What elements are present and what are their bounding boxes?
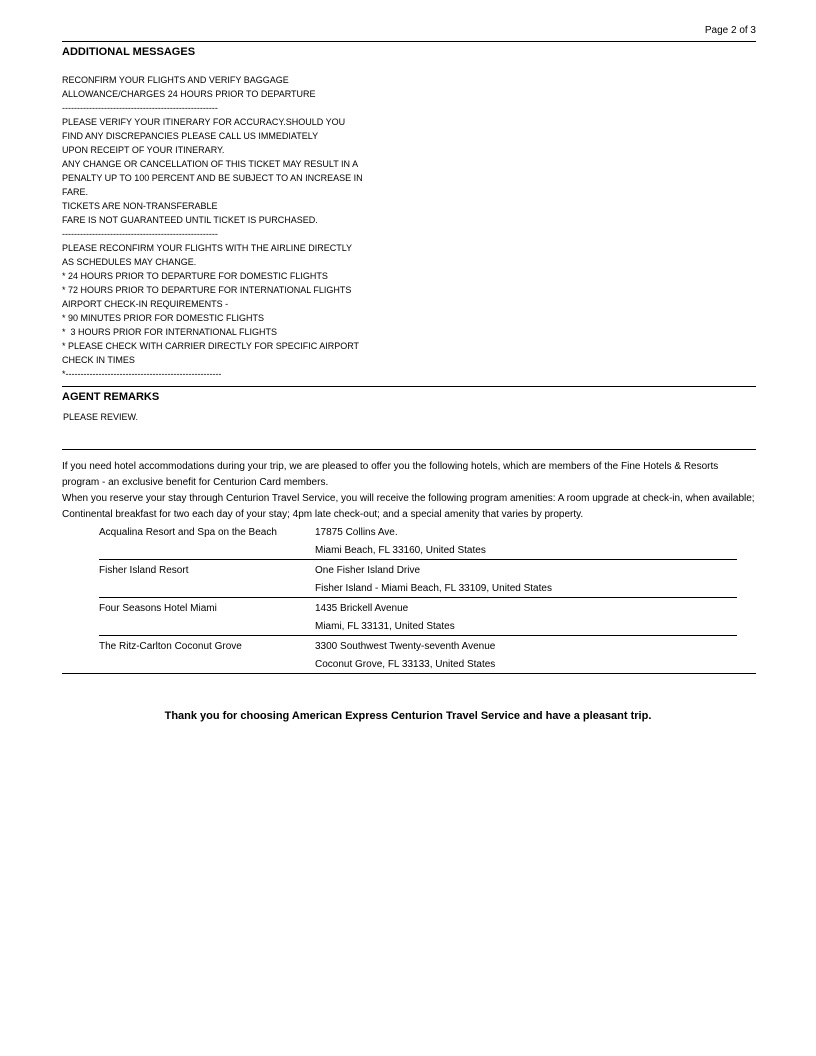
message-line: * 24 HOURS PRIOR TO DEPARTURE FOR DOMESTIC FLIGHTS bbox=[62, 271, 328, 281]
hotel-address-line-2: Coconut Grove, FL 33133, United States bbox=[315, 659, 496, 670]
hotel-address-line-2: Fisher Island - Miami Beach, FL 33109, United States bbox=[315, 583, 552, 594]
agent-remarks-title: AGENT REMARKS bbox=[62, 391, 160, 403]
hotel-row bbox=[62, 637, 756, 675]
hotel-address-line-2: Miami, FL 33131, United States bbox=[315, 621, 455, 632]
message-line: CHECK IN TIMES bbox=[62, 355, 135, 365]
message-line: PLEASE VERIFY YOUR ITINERARY FOR ACCURACY.SHOULD YOU bbox=[62, 117, 346, 127]
hotel-name: Four Seasons Hotel Miami bbox=[99, 603, 217, 614]
message-line: * 3 HOURS PRIOR FOR INTERNATIONAL FLIGHTS bbox=[62, 327, 278, 337]
hotel-list bbox=[62, 523, 756, 675]
message-line: FARE IS NOT GUARANTEED UNTIL TICKET IS PURCHASED. bbox=[62, 215, 318, 225]
hotel-address-line-1: 17875 Collins Ave. bbox=[315, 527, 398, 538]
hotel-row-divider bbox=[62, 673, 756, 674]
closing-message: Thank you for choosing American Express Centurion Travel Service and have a pleasant trip. bbox=[164, 710, 652, 722]
message-line: * 90 MINUTES PRIOR FOR DOMESTIC FLIGHTS bbox=[62, 313, 265, 323]
additional-messages-body bbox=[62, 73, 422, 381]
message-line: ---------------------------------------------------- bbox=[62, 103, 218, 113]
hotel-row-divider bbox=[99, 559, 737, 560]
hotel-name: The Ritz-Carlton Coconut Grove bbox=[99, 641, 242, 652]
message-line: FARE. bbox=[62, 187, 89, 197]
message-line: PLEASE RECONFIRM YOUR FLIGHTS WITH THE AIRLINE DIRECTLY bbox=[62, 243, 353, 253]
hotel-address-line-1: 3300 Southwest Twenty-seventh Avenue bbox=[315, 641, 496, 652]
hotel-row-divider bbox=[99, 635, 737, 636]
hotel-row bbox=[62, 523, 756, 561]
message-line: PENALTY UP TO 100 PERCENT AND BE SUBJECT TO AN INCREASE IN bbox=[62, 173, 363, 183]
agent-remarks-divider bbox=[62, 386, 756, 387]
hotel-name: Fisher Island Resort bbox=[99, 565, 189, 576]
message-line: ---------------------------------------------------- bbox=[62, 229, 218, 239]
hotel-name: Acqualina Resort and Spa on the Beach bbox=[99, 527, 277, 538]
message-line: * PLEASE CHECK WITH CARRIER DIRECTLY FOR SPECIFIC AIRPORT bbox=[62, 341, 360, 351]
hotel-row bbox=[62, 561, 756, 599]
message-line: * 72 HOURS PRIOR TO DEPARTURE FOR INTERNATIONAL FLIGHTS bbox=[62, 285, 352, 295]
hotel-row-divider bbox=[99, 597, 737, 598]
agent-remarks-text: PLEASE REVIEW. bbox=[63, 412, 139, 422]
hotel-section-divider bbox=[62, 449, 756, 450]
hotel-address-line-1: 1435 Brickell Avenue bbox=[315, 603, 409, 614]
hotel-offer-intro-paragraph-1: If you need hotel accommodations during your trip, we are pleased to offer you the following hotels, which are members of the Fine Hotels & Resorts program - an exclusive benefit for Centurion Card members. bbox=[62, 461, 719, 488]
message-line: FIND ANY DISCREPANCIES PLEASE CALL US IMMEDIATELY bbox=[62, 131, 319, 141]
message-line: AS SCHEDULES MAY CHANGE. bbox=[62, 257, 197, 267]
page-number: Page 2 of 3 bbox=[704, 25, 756, 36]
message-line: ALLOWANCE/CHARGES 24 HOURS PRIOR TO DEPARTURE bbox=[62, 89, 316, 99]
additional-messages-title: ADDITIONAL MESSAGES bbox=[62, 46, 196, 58]
message-line: AIRPORT CHECK-IN REQUIREMENTS - bbox=[62, 299, 229, 309]
header-divider bbox=[62, 41, 756, 42]
hotel-address-line-2: Miami Beach, FL 33160, United States bbox=[315, 545, 486, 556]
message-line: ANY CHANGE OR CANCELLATION OF THIS TICKET MAY RESULT IN A bbox=[62, 159, 359, 169]
hotel-offer-intro bbox=[62, 459, 756, 523]
message-line: RECONFIRM YOUR FLIGHTS AND VERIFY BAGGAGE bbox=[62, 75, 289, 85]
message-line: TICKETS ARE NON-TRANSFERABLE bbox=[62, 201, 218, 211]
message-line: UPON RECEIPT OF YOUR ITINERARY. bbox=[62, 145, 225, 155]
message-line: *---------------------------------------------------- bbox=[62, 369, 222, 379]
hotel-address-line-1: One Fisher Island Drive bbox=[315, 565, 421, 576]
hotel-offer-intro-paragraph-2: When you reserve your stay through Centurion Travel Service, you will receive the following program amenities: A room upgrade at check-in, when available; Continental breakfast for two each day of your stay; 4pm late check-out; and a special amenity that varies by property. bbox=[62, 493, 755, 520]
hotel-row bbox=[62, 599, 756, 637]
